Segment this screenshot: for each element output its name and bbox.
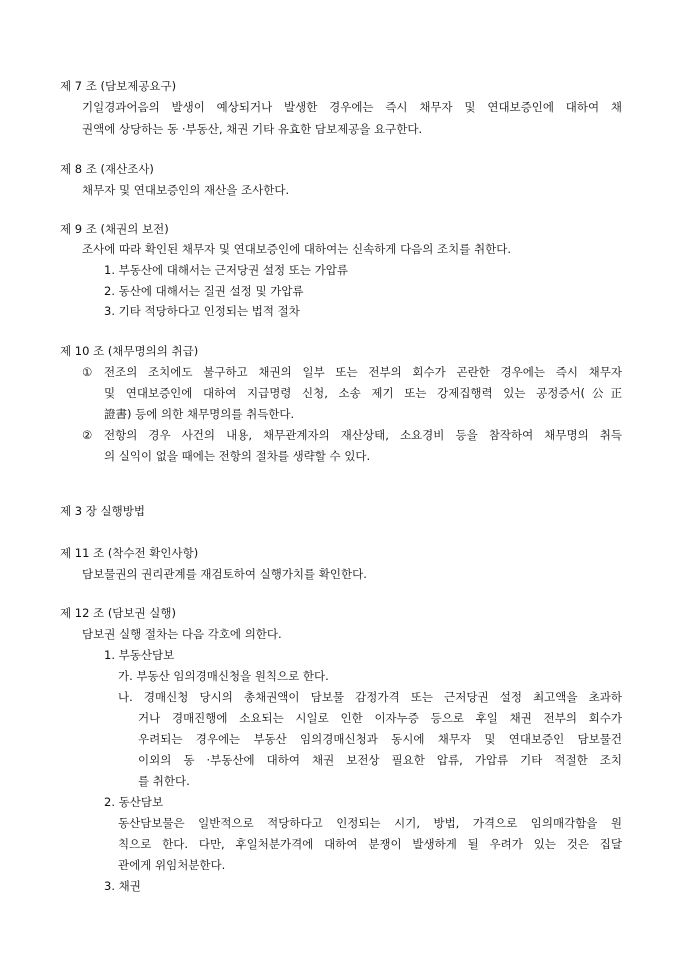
- article-9-text-line: 조사에 따라 확인된 채무자 및 연대보증인에 대하여는 신속하게 다음의 조치를 취한다.: [82, 242, 512, 256]
- article-10-text-line: 證書) 등에 의한 채무명의를 취득한다.: [104, 407, 295, 421]
- article-12-list-item: 3. 채권: [104, 879, 141, 893]
- article-10-text-line: 의 실익이 없을 때에는 전항의 절차를 생략할 수 있다.: [104, 449, 371, 463]
- paragraph-marker: ②: [82, 428, 93, 442]
- article-12-heading: 제 12 조 (담보권 실행): [60, 606, 176, 620]
- article-12-text-line: 칙으로 한다. 다만, 후일처분가격에 대하여 분쟁이 발생하게 될 우려가 있는 것은 집달: [118, 837, 622, 851]
- article-8-heading: 제 8 조 (재산조사): [60, 162, 154, 176]
- paragraph-marker: ①: [82, 365, 93, 379]
- article-7-heading: 제 7 조 (담보제공요구): [60, 79, 177, 93]
- chapter-3-heading: 제 3 장 실행방법: [60, 504, 145, 518]
- article-9-list-item: 1. 부동산에 대해서는 근저당권 설정 또는 가압류: [104, 263, 348, 277]
- article-10-heading: 제 10 조 (채무명의의 취급): [60, 344, 199, 358]
- article-12-sub-item: 가. 부동산 임의경매신청을 원칙으로 한다.: [118, 669, 329, 683]
- article-11-text-line: 담보물권의 권리관계를 재검토하여 실행가치를 확인한다.: [82, 567, 367, 581]
- article-12-text-line: 동산담보물은 일반적으로 적당하다고 인정되는 시기, 방법, 가격으로 임의매각함을 원: [118, 816, 622, 830]
- article-9-list-item: 3. 기타 적당하다고 인정되는 법적 절차: [104, 304, 300, 318]
- article-8-text-line: 채무자 및 연대보증인의 재산을 조사한다.: [82, 183, 290, 197]
- article-7-text-line: 기일경과어음의 발생이 예상되거나 발생한 경우에는 즉시 채무자 및 연대보증인에 대하여 채: [82, 100, 622, 114]
- article-12-text-line: 관에게 위임처분한다.: [118, 858, 226, 872]
- article-10-text-line: 전조의 조치에도 불구하고 채권의 일부 또는 전부의 회수가 곤란한 경우에는 즉시 채무자: [104, 365, 622, 379]
- article-7-text-line: 권액에 상당하는 동 ·부동산, 채권 기타 유효한 담보제공을 요구한다.: [82, 122, 423, 136]
- article-12-text-line: 담보권 실행 절차는 다음 각호에 의한다.: [82, 627, 282, 641]
- article-10-text-line: 전항의 경우 사건의 내용, 채무관계자의 재산상태, 소요경비 등을 참작하여 채무명의 취득: [104, 428, 622, 442]
- article-12-sub-item-line: 를 취한다.: [138, 774, 190, 788]
- article-12-list-item: 2. 동산담보: [104, 795, 164, 809]
- article-10-text-line: 및 연대보증인에 대하여 지급명령 신청, 소송 제기 또는 강제집행력 있는 공정증서(公正: [104, 386, 622, 400]
- article-12-sub-item-line: 거나 경매진행에 소요되는 시일로 인한 이자누증 등으로 후일 채권 전부의 회수가: [138, 711, 622, 725]
- article-12-sub-item: 나. 경매신청 당시의 총채권액이 담보물 감정가격 또는 근저당권 설정 최고액을 초과하: [118, 690, 622, 704]
- article-12-list-item: 1. 부동산담보: [104, 648, 175, 662]
- article-11-heading: 제 11 조 (착수전 확인사항): [60, 546, 199, 560]
- article-9-list-item: 2. 동산에 대해서는 질권 설정 및 가압류: [104, 284, 304, 298]
- article-12-sub-item-line: 이외의 동 ·부동산에 대하여 채권 보전상 필요한 압류, 가압류 기타 적절한 조치: [138, 753, 622, 767]
- article-9-heading: 제 9 조 (채권의 보전): [60, 222, 169, 236]
- article-12-sub-item-line: 우려되는 경우에는 부동산 임의경매신청과 동시에 채무자 및 연대보증인 담보물건: [138, 732, 622, 746]
